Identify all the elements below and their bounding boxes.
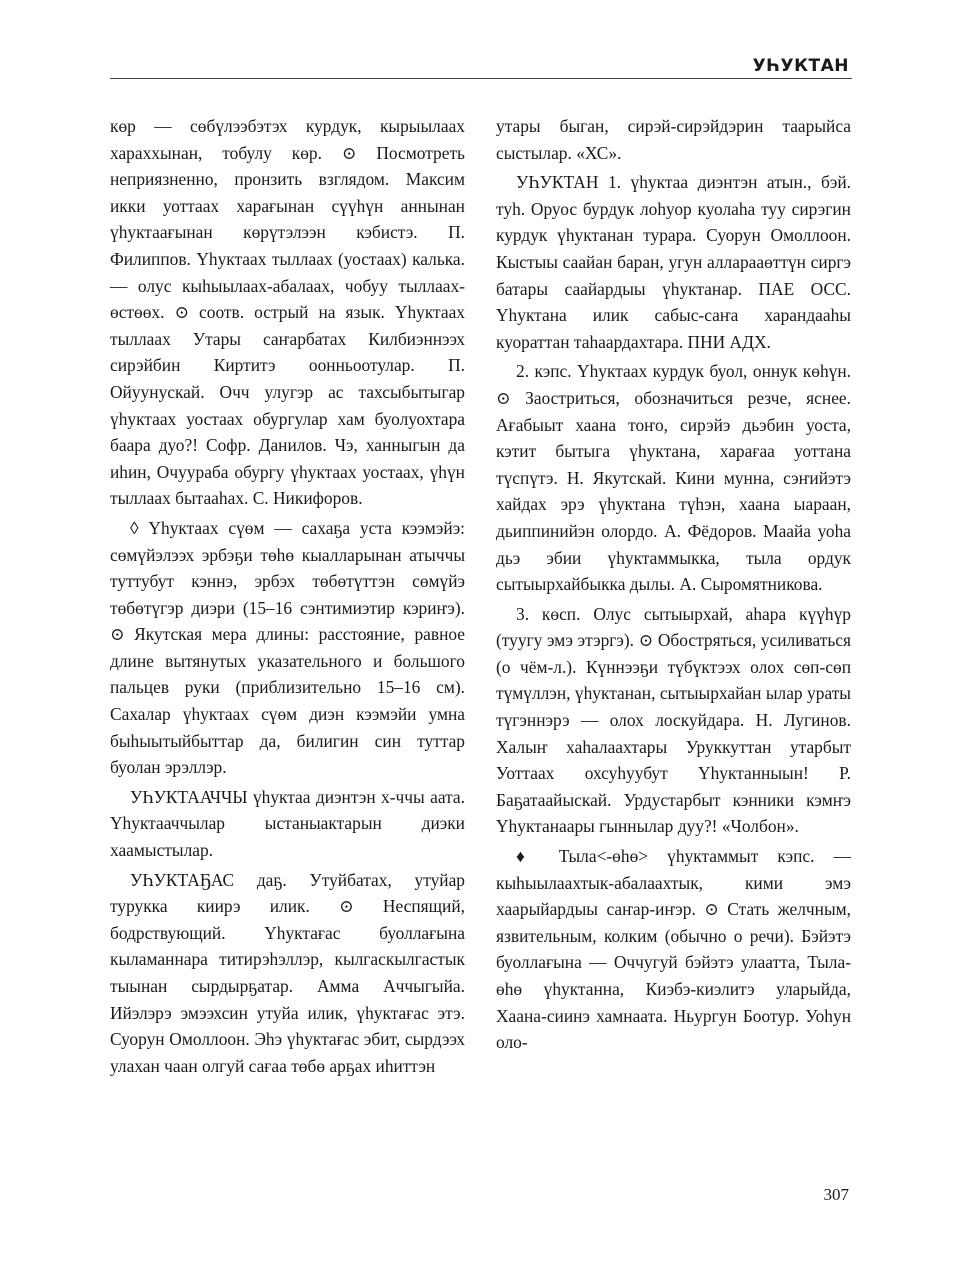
entry-paragraph: 3. көсп. Олус сытыырхай, аһара күүһүр (туугу эмэ этэргэ). ⊙ Обостряться, усиливаться (о чём-л.). Күннээҕи түбүктээх олох сөп-сөп түмүллэн, үһуктанан, сытыырхайан ылар ураты түгэннэрэ — олох лоскуйдара. Н. Лугинов. Халыҥ хаһалаахтары Уруккуттан утарбыт Уоттаах охсуһуубут Үһуктанныын! Р. Баҕатаайыскай. Урдустарбыт кэнники кэмҥэ Үһуктанаары гыннылар дуу?! «Чолбон». <box>496 603 851 837</box>
running-head: УҺУКТАН <box>752 56 849 76</box>
entry-paragraph: УҺУКТААЧЧЫ үһуктаа диэнтэн х-ччы аата. Үһуктааччылар ыстаныактарын диэки хаамыстылар. <box>110 786 465 861</box>
entry-paragraph: утары быган, сирэй-сирэйдэрин таарыйса сыстылар. «ХС». <box>496 116 851 163</box>
left-column <box>110 113 465 1082</box>
entry-paragraph: УҺУКТАҔАС даҕ. Утуйбатах, утуйар турукка киирэ илик. ⊙ Неспящий, бодрствующий. Үһуктағас буоллағына кыламаннара титирэһэллэр, кылгаскылгастык тыынан сырдырҕатар. Амма Аччыгыйа. Ийэлэрэ эмээхсин утуйа илик, үһуктағас этэ. Суорун Омоллоон. Эһэ үһуктағас эбит, сырдээх улахан чаан олгуй сағаа төбө арҕах иһиттэн <box>110 869 465 1076</box>
entry-paragraph: 2. кэпс. Үһуктаах курдук буол, оннук көһүн. ⊙ Заостриться, обозначиться резче, яснее. Ағабыыт хаана тоҥо, сирэйэ дьэбин уоста, кэтит бытыга үһуктана, харағаа уоттана түспүтэ. Н. Якутскай. Кини мунна, сэҥийэтэ хайдах эрэ үһуктана түһэн, хаана ыараан, дьиппинийэн олордо. А. Фёдоров. Маайа уоһа дьэ эбии үһуктаммыкка, тыла ордук сытыырхайбыкка дылы. А. Сыромятникова. <box>496 361 851 595</box>
page-number: 307 <box>823 1185 849 1204</box>
entry-paragraph: көр — сөбүлээбэтэх курдук, кырыылаах хараххынан, тобулу көр. ⊙ Посмотреть неприязненно, пронзить взглядом. Максим икки уоттаах харағынан сүүһүн аннынан үһуктаағынан көрүтэлээн кэбистэ. П. Филиппов. Үһуктаах тыллаах (уостаах) калька. — олус кыһыылаах-абалаах, чобуу тыллаах-өстөөх. ⊙ соотв. острый на язык. Үһуктаах тыллаах Утары саҥарбатах Килбиэннээх сирэйбин Киртитэ оонньоотулар. П. Ойуунускай. Очч улугэр ас тахсыбытыгар үһуктаах уостаах обургулар хам буолуохтара баара дуо?! Софр. Данилов. Чэ, ханныгын да иһин, Очуураба обургу үһуктаах уостаах, үһүн тыллаах бытааһах. С. Никифоров. <box>110 116 465 509</box>
entry-paragraph: ◊ Үһуктаах сүөм — сахаҕа уста кээмэйэ: сөмүйэлээх эрбэҕи төһө кыалларынан атыччы туттубут кэннэ, эрбэх төбөтүттэн сөмүйэ төбөтүгэр диэри (15–16 сэнтимиэтир кэриҥэ). ⊙ Якутская мера длины: расстояние, равное длине вытянутых указательного и большого пальцев руки (приблизительно 15–16 см). Сахалар үһуктаах сүөм диэн кээмэйи умна быһыытыйбыттар да, билигин син туттар буолан эрэллэр. <box>110 517 465 778</box>
entry-paragraph: УҺУКТАН 1. үһуктаа диэнтэн атын., бэй. туһ. Оруос бурдук лоһуор куолаһа туу сирэгин курдук үһуктанан турара. Суорун Омоллоон. Кыстыы саайан баран, угун алларааөттүн сиргэ батары саайардыы үһуктанар. ПАЕ ОСС. Үһуктана илик сабыс-саҥа харандааһы куораттан таһаардахтара. ПНИ АДХ. <box>496 172 851 352</box>
header-rule <box>110 78 852 79</box>
right-column <box>496 113 851 1059</box>
entry-paragraph: ♦ Тыла<-өһө> үһуктаммыт кэпс. — кыһыылаахтык-абалаахтык, кими эмэ хаарыйардыы саҥар-иҥэр. ⊙ Стать желчным, язвительным, колким (обычно о речи). Бэйэтэ буоллағына — Оччугуй бэйэтэ улаатта, Тыла-өһө үһуктанна, Киэбэ-киэлитэ уларыйда, Хаана-сиинэ хамнаата. Ньургун Боотур. Уоһун оло- <box>496 846 851 1053</box>
